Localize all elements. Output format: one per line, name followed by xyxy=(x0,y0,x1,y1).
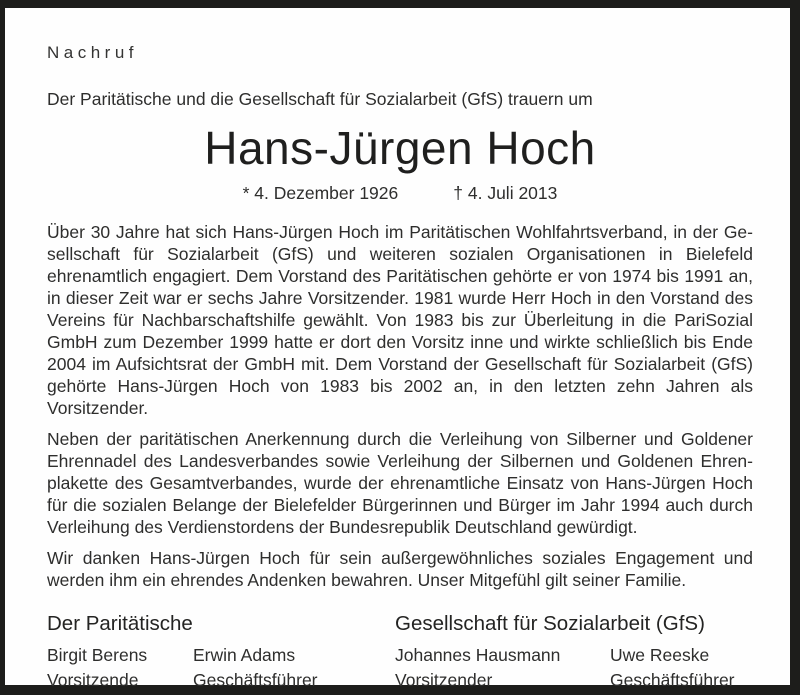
obituary-paragraph-2: Neben der paritätischen Anerkennung durch die Verleihung von Silberner und Goldener Ehrennadel des Landesverbandes sowie Verleihung der Silbernen und Goldenen Ehrenplakette des Gesamtverbandes, wurde der ehrenamtliche Einsatz von Hans-Jürgen Hoch für die sozialen Belange der Bielefelder Bürgerinnen und Bürger im Jahr 1994 auch durch Verleihung des Verdienstordens der Bundesrepublik Deutschland gewürdigt. xyxy=(47,428,753,537)
org-name-gfs: Gesellschaft für Sozialarbeit (GfS) xyxy=(395,611,705,635)
signer-role-vorsitzender: Vorsitzender xyxy=(395,669,493,690)
signer-name-birgit-berens: Birgit Berens xyxy=(47,644,148,665)
signer-role-geschaeftsfuehrer-left: Geschäftsführer xyxy=(193,669,318,690)
signature-block xyxy=(47,612,753,693)
intro-line: Der Paritätische und die Gesellschaft für Sozialarbeit (GfS) trauern um xyxy=(47,89,593,109)
deceased-name: Hans-Jürgen Hoch xyxy=(204,122,596,174)
obituary-paragraph-1: Über 30 Jahre hat sich Hans-Jürgen Hoch im Paritätischen Wohlfahrtsverband, in der Gesellschaft für Sozialarbeit (GfS) und weiteren sozialen Organisationen in Bielefeld ehrenamtlich engagiert. Dem Vorstand des Paritätischen gehörte er von 1974 bis 1991 an, in dieser Zeit war er sechs Jahre Vorsitzender. 1981 wurde Herr Hoch in den Vorstand des Vereins für Nachbarschaftshilfe gewählt. Von 1983 bis zur Überleitung in die PariSozial GmbH zum Dezember 1999 hatte er dort den Vorsitz inne und wirkte schließlich bis Ende 2004 im Aufsichtsrat der GmbH mit. Dem Vorstand der Gesellschaft für Sozialarbeit (GfS) gehörte Hans-Jürgen Hoch von 1983 bis 2002 an, in den letzten zehn Jahren als Vorsitzender. xyxy=(47,221,753,418)
birth-date: * 4. Dezember 1926 xyxy=(242,182,399,203)
signer-name-johannes-hausmann: Johannes Hausmann xyxy=(395,644,561,665)
signer-name-erwin-adams: Erwin Adams xyxy=(193,644,296,665)
signer-name-uwe-reeske: Uwe Reeske xyxy=(610,644,710,665)
signer-role-geschaeftsfuehrer-right: Geschäftsführer xyxy=(610,669,735,690)
obituary-content xyxy=(5,8,790,693)
section-kicker: Nachruf xyxy=(47,43,139,62)
org-name-paritaetische: Der Paritätische xyxy=(47,611,193,635)
signer-role-vorsitzende: Vorsitzende xyxy=(47,669,139,690)
life-dates xyxy=(47,183,753,204)
death-date: † 4. Juli 2013 xyxy=(453,182,558,203)
obituary-paragraph-3: Wir danken Hans-Jürgen Hoch für sein außergewöhnliches soziales Engagement und werden ihm ein ehrendes Andenken bewahren. Unser Mitgefühl gilt seiner Familie. xyxy=(47,547,753,590)
